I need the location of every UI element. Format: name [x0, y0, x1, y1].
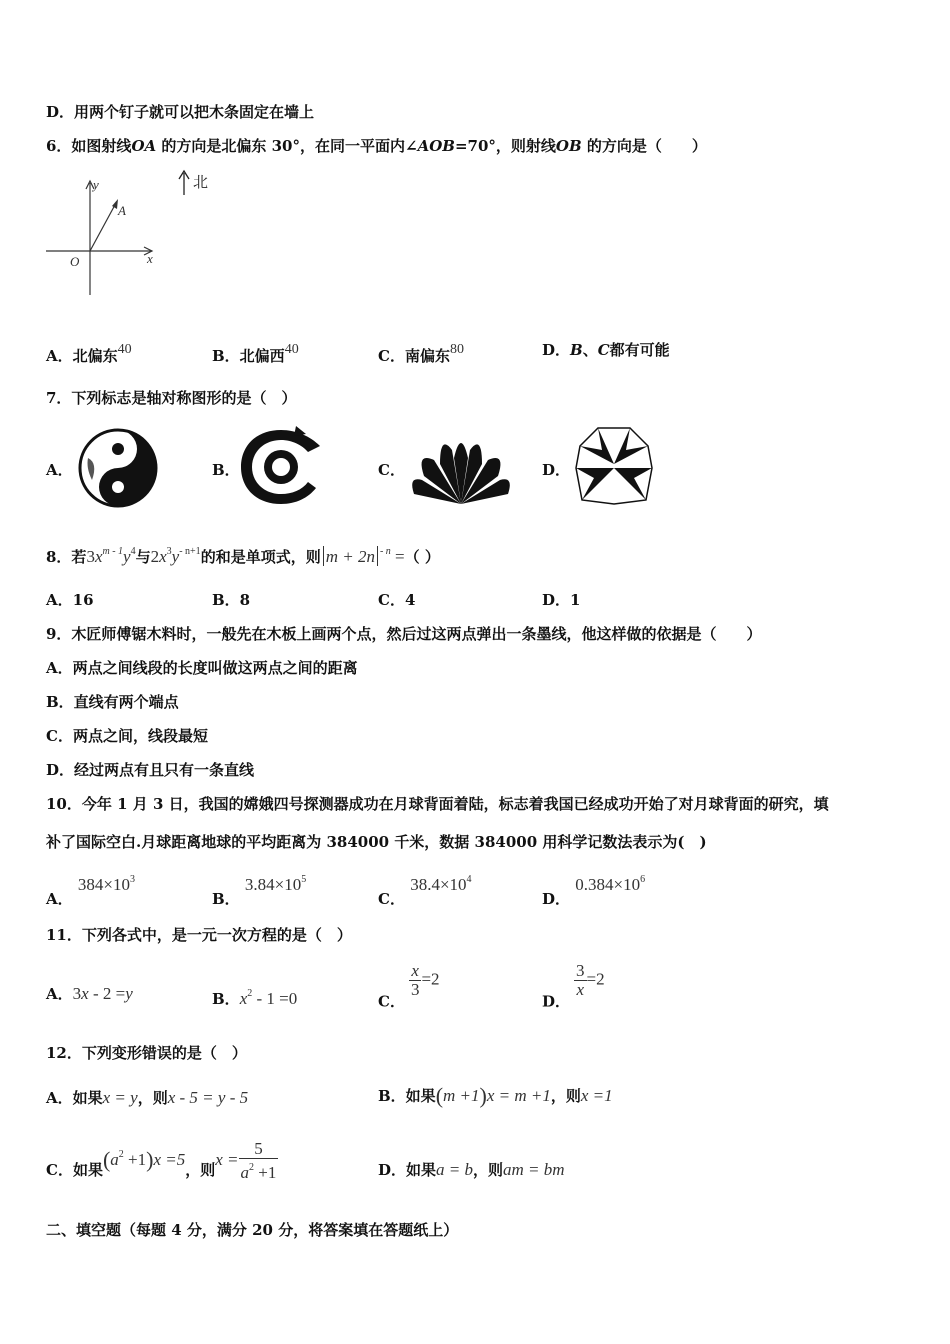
q8-option-b: B．8 [212, 591, 251, 609]
q8-stem: 8．若$3x^{m - 1}y^4$与$2x^3y^{- n+1}$的和是单项式，则 m + 2n $^{- n}$ =（ ） [46, 546, 440, 566]
q12-stem: 12．下列变形错误的是（ ） [46, 1044, 247, 1062]
q7-option-d-label: D． [542, 461, 571, 479]
q5-option-d: D．用两个钉子就可以把木条固定在墙上 [46, 103, 315, 121]
svg-text:A: A [118, 203, 126, 218]
q10-option-d: D． $0.384\times 10^6$ [542, 874, 646, 908]
svg-text:北: 北 [193, 175, 209, 191]
q7-stem: 7．下列标志是轴对称图形的是（ ） [46, 389, 297, 407]
q12-option-c: C．如果$(a^2 +1)x =5$，则x = $\frac{5}{a^2 +1}$ [46, 1139, 277, 1182]
q6-stem: 6．如图射线OA 的方向是北偏东 30°，在同一平面内∠AOB=70°，则射线OB 的方向是（ ） [46, 137, 707, 155]
q7-logo-c [406, 424, 516, 508]
q6-figure [40, 165, 230, 300]
q10-stem-line2: 补了国际空白.月球距离地球的平均距离为 384000 千米，数据 384000 用科学记数法表示为( ) [46, 833, 707, 851]
q7-logo-b [236, 424, 326, 510]
q8-option-c: C．4 [378, 591, 416, 609]
q11-option-b: B．$x^2 - 1 =0$ [212, 988, 298, 1008]
q7-logo-d [568, 424, 660, 508]
q12-option-d: D．如果a = b，则am = bm [378, 1160, 565, 1179]
q6-option-c: C．南偏东$^{80}$ [378, 342, 464, 365]
section-2-heading: 二、填空题（每题 4 分，满分 20 分，将答案填在答题纸上） [46, 1221, 459, 1239]
q10-option-a: A． $384\times 10^3$ [46, 874, 135, 908]
q11-option-a: A．3x - 2 =y [46, 984, 133, 1003]
q8-option-a: A．16 [46, 591, 94, 609]
q6-option-a: A．北偏东$^{40}$ [46, 342, 132, 365]
q9-option-c: C．两点之间，线段最短 [46, 727, 208, 745]
q6-option-d: D．B、C都有可能 [542, 341, 670, 359]
q10-option-b: B． $3.84\times 10^5$ [212, 874, 307, 908]
q6-option-b: B．北偏西$^{40}$ [212, 342, 299, 365]
q9-option-d: D．经过两点有且只有一条直线 [46, 761, 255, 779]
svg-text:x: x [147, 251, 153, 266]
q12-option-b: B．如果(m +1)x = m +1，则x =1 [378, 1083, 613, 1108]
svg-text:O: O [70, 254, 80, 269]
q10-stem-line1: 10．今年 1 月 3 日，我国的嫦娥四号探测器成功在月球背面着陆，标志着我国已经成功开始了对月球背面的研究，填 [46, 795, 829, 813]
q11-option-d: D． $\frac{3}{x}$ =2 [542, 961, 605, 1011]
q9-stem: 9．木匠师傅锯木料时，一般先在木板上画两个点，然后过这两点弹出一条墨线，他这样做的依据是（ ） [46, 625, 762, 643]
q7-option-c-label: C． [378, 461, 405, 479]
q11-stem: 11．下列各式中，是一元一次方程的是（ ） [46, 926, 352, 944]
q11-option-c: C． $\frac{x}{3}$ =2 [378, 961, 440, 1011]
q7-logo-a [78, 428, 158, 508]
q9-option-b: B．直线有两个端点 [46, 693, 179, 711]
ray-oa [90, 203, 116, 251]
q12-option-a: A．如果x = y，则x - 5 = y - 5 [46, 1088, 249, 1107]
q10-option-c: C． $38.4\times 10^4$ [378, 874, 472, 908]
q9-option-a: A．两点之间线段的长度叫做这两点之间的距离 [46, 659, 358, 677]
q8-option-d: D．1 [542, 591, 581, 609]
q7-option-a-label: A． [46, 461, 73, 479]
svg-text:y: y [93, 177, 99, 192]
q7-option-b-label: B． [212, 461, 240, 479]
north-arrow [179, 171, 208, 195]
